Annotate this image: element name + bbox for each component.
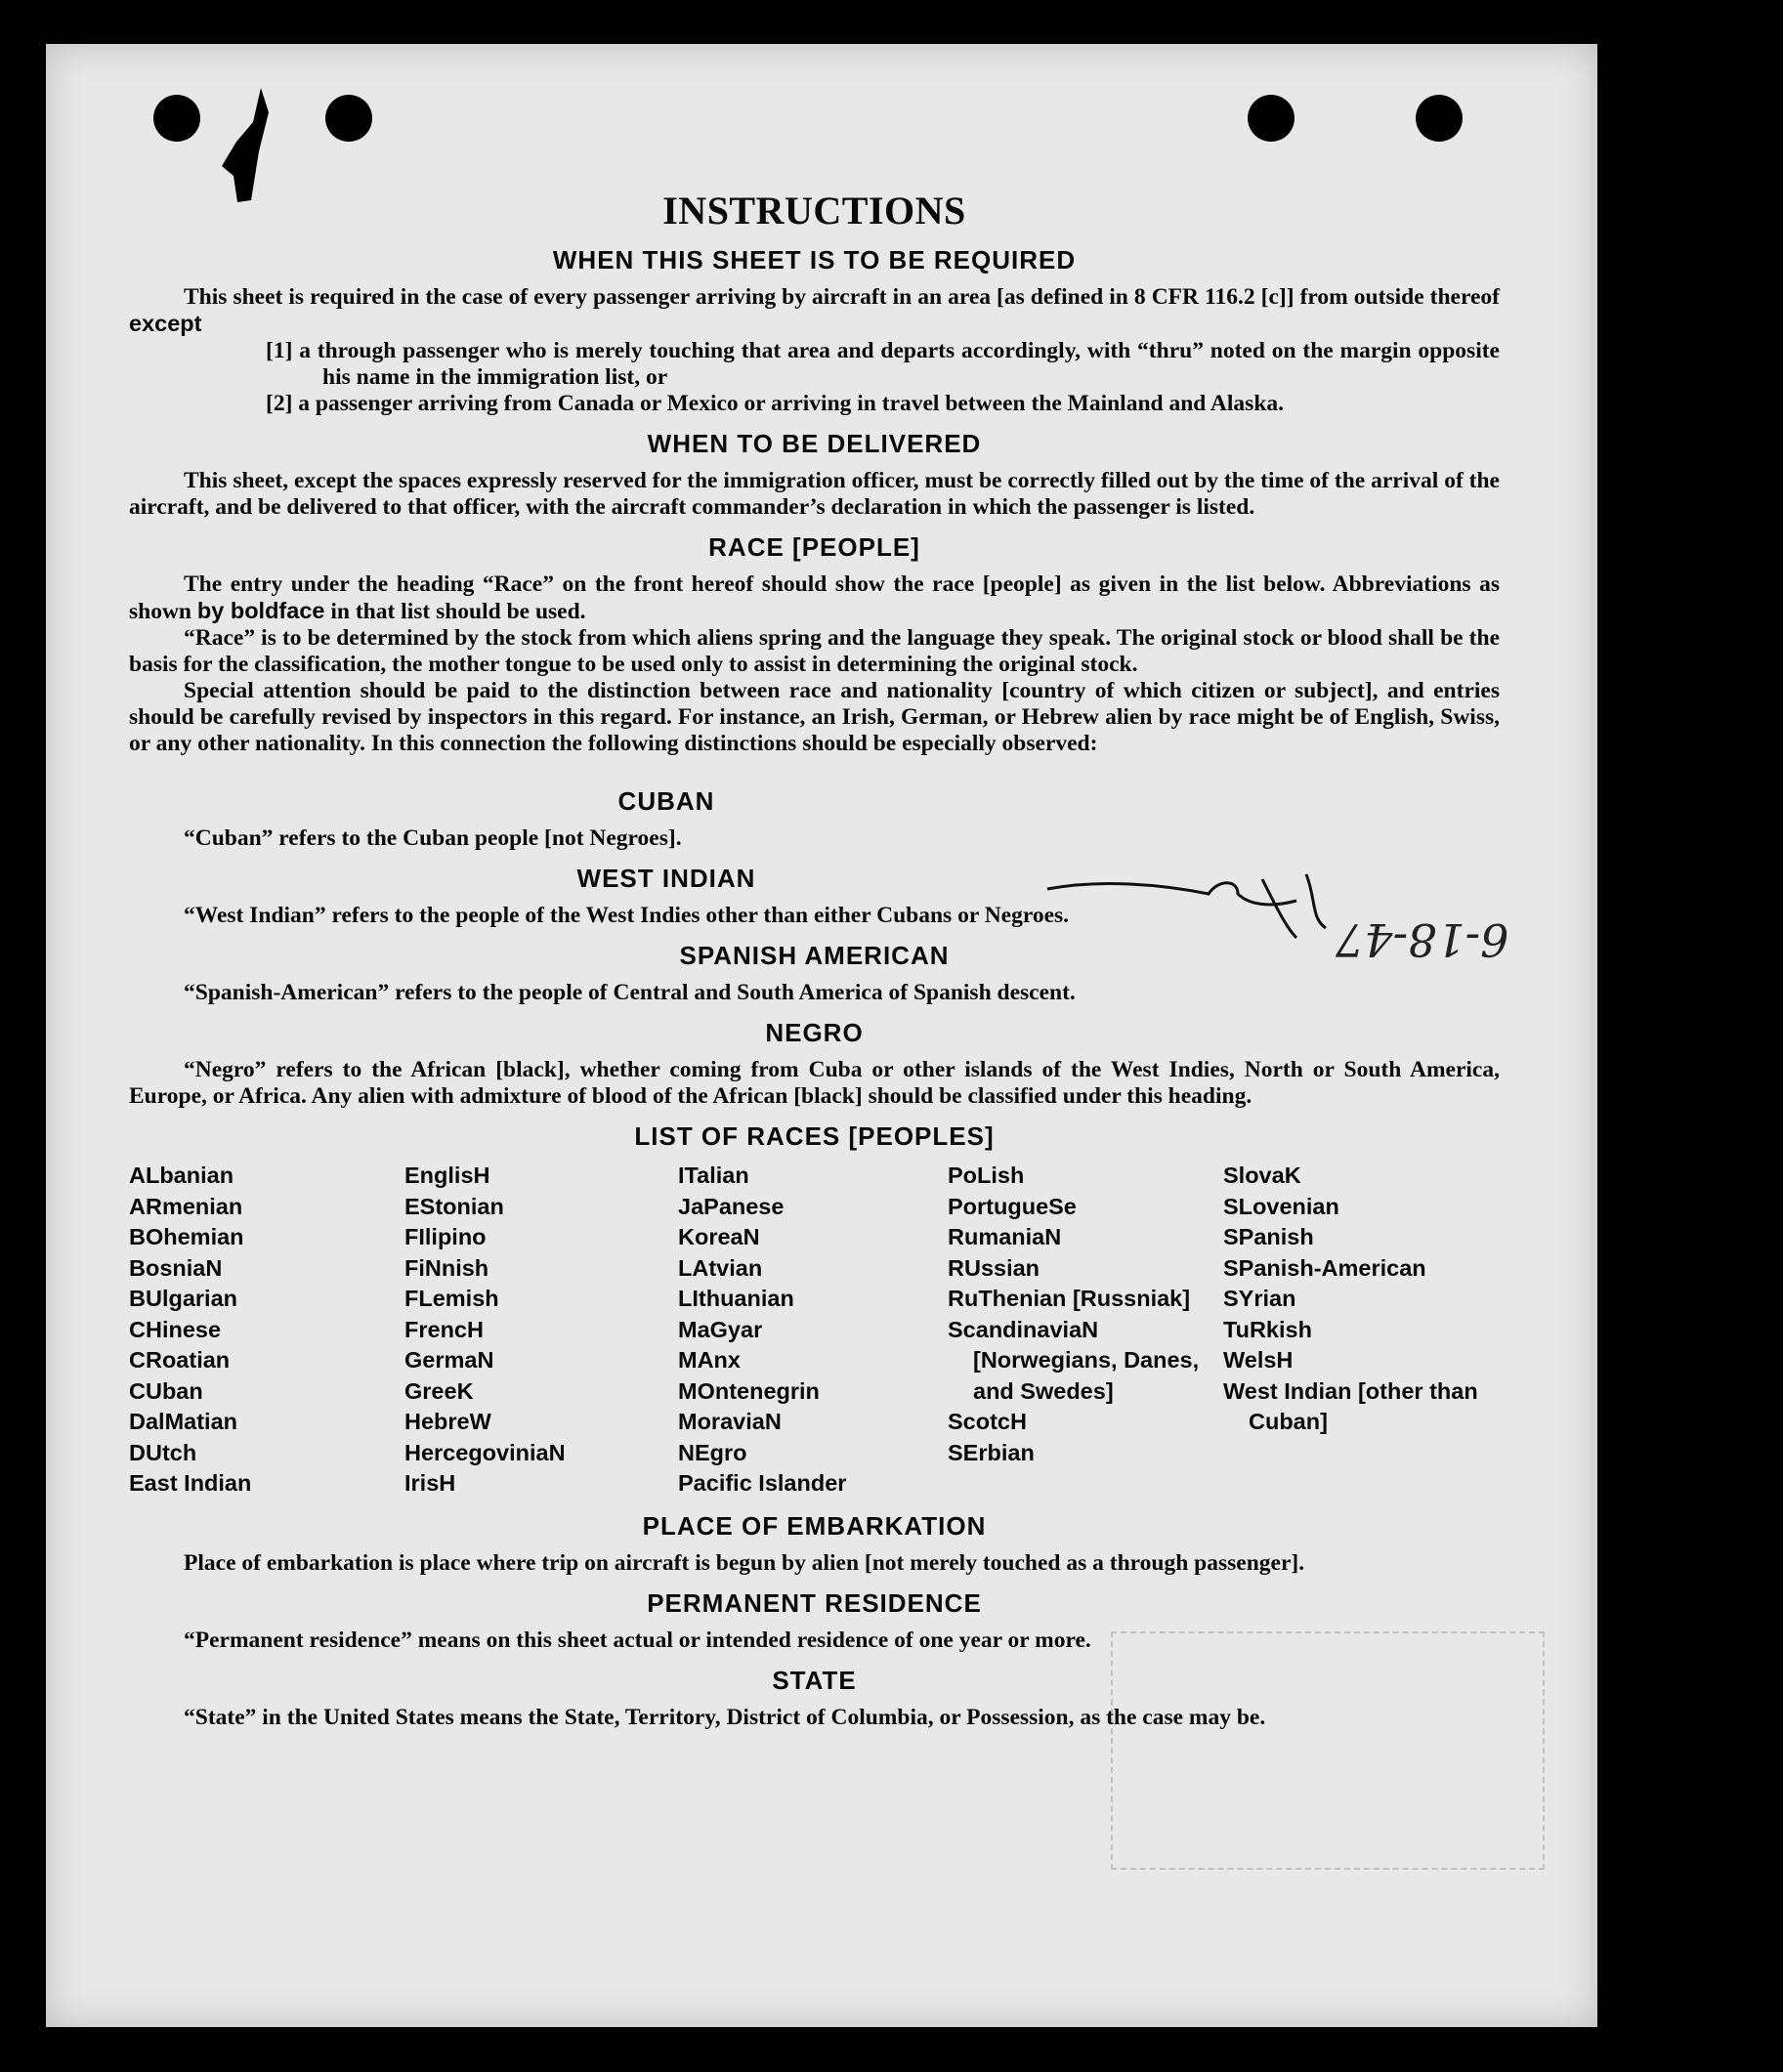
race-entry: CUban — [129, 1377, 203, 1404]
section-heading-residence: PERMANENT RESIDENCE — [647, 1587, 982, 1618]
race-entry: West Indian [other than Cuban] — [1223, 1377, 1478, 1434]
race-entry: ITalian — [678, 1163, 749, 1188]
race-entry: LIthuanian — [678, 1286, 794, 1311]
race-entry: MoraviaN — [678, 1409, 782, 1434]
instructions-content — [129, 142, 1500, 1731]
section-heading-negro: NEGRO — [765, 1018, 864, 1047]
race-entry: ScotcH — [948, 1409, 1027, 1434]
residence-text: “Permanent residence” means on this sheet actual or intended residence of one year or more. — [184, 1627, 1091, 1653]
race-entry: DUtch — [129, 1439, 197, 1465]
race-p1-text: The entry under the heading “Race” on the front hereof should show the race [people] as given in the list below. Abbreviations as shown — [129, 571, 1500, 624]
section-heading-required: WHEN THIS SHEET IS TO BE REQUIRED — [552, 245, 1077, 275]
race-entry: GreeK — [404, 1377, 474, 1404]
race-entry: CRoatian — [129, 1347, 231, 1373]
race-entry: IrisH — [404, 1470, 456, 1496]
race-paragraph-1 — [129, 571, 1500, 625]
section-heading-embarkation: PLACE OF EMBARKATION — [642, 1510, 987, 1541]
race-entry: SPanish — [1223, 1224, 1314, 1249]
race-entry: MaGyar — [678, 1316, 763, 1342]
race-entry: LAtvian — [678, 1254, 763, 1281]
section-heading-spanish-american: SPANISH AMERICAN — [679, 941, 950, 970]
race-entry: FIlipino — [404, 1224, 487, 1249]
races-column-5 — [1223, 1161, 1500, 1500]
punch-hole — [1248, 95, 1295, 142]
race-entry: ARmenian — [129, 1193, 243, 1219]
races-column-1 — [129, 1161, 404, 1500]
race-entry: FLemish — [404, 1286, 499, 1311]
race-entry: TuRkish — [1223, 1316, 1312, 1342]
race-entry: SErbian — [948, 1439, 1035, 1465]
race-entry: KoreaN — [678, 1224, 760, 1249]
punch-hole — [325, 95, 372, 142]
race-entry: PortugueSe — [948, 1193, 1077, 1219]
race-p1-end: in that list should be used. — [330, 599, 586, 624]
negro-text: “Negro” refers to the African [black], whether coming from Cuba or other islands of the West Indies, North or South America, Europe, or Africa. Any alien with admixture of blood of the African [black] should be classified under this heading. — [129, 1057, 1500, 1109]
race-entry: DalMatian — [129, 1409, 237, 1434]
races-list — [129, 1161, 1500, 1500]
race-entry: CHinese — [129, 1316, 222, 1342]
race-entry: BOhemian — [129, 1224, 244, 1249]
race-entry: BosniaN — [129, 1254, 223, 1281]
required-intro-bold: except — [129, 311, 202, 336]
race-entry: GermaN — [404, 1347, 494, 1373]
west-indian-text: “West Indian” refers to the people of the West Indies other than either Cubans or Negroes. — [184, 903, 1070, 928]
races-column-4 — [948, 1161, 1223, 1500]
race-entry: Pacific Islander — [678, 1470, 847, 1496]
section-heading-cuban: CUBAN — [617, 786, 715, 816]
race-entry: FiNnish — [404, 1254, 489, 1281]
race-entry: JaPanese — [678, 1193, 785, 1219]
race-paragraph-2: “Race” is to be determined by the stock from which aliens spring and the language they speak. The original stock or blood shall be the basis for the classification, the mother tongue to be used only to assist in determining the original stock. — [129, 625, 1500, 677]
race-entry: SYrian — [1223, 1286, 1296, 1311]
page-title: INSTRUCTIONS — [662, 189, 966, 233]
document-sheet — [46, 44, 1597, 2027]
race-entry: ScandinaviaN [Norwegians, Danes, and Swedes] — [948, 1316, 1200, 1404]
handwritten-date: 6-18-47 — [1336, 913, 1509, 966]
required-intro — [129, 284, 1500, 338]
required-item-1: [1] a through passenger who is merely touching that area and departs accordingly, with “thru” noted on the margin opposite his name in the immigration list, or — [266, 338, 1500, 390]
punch-hole — [1416, 95, 1463, 142]
race-entry: East Indian — [129, 1470, 252, 1496]
embarkation-text: Place of embarkation is place where trip on aircraft is begun by alien [not merely touched as a through passenger]. — [184, 1549, 1305, 1576]
race-entry: EnglisH — [404, 1163, 490, 1188]
race-entry: NEgro — [678, 1439, 747, 1465]
section-heading-race: RACE [PEOPLE] — [708, 532, 920, 562]
required-intro-text: This sheet is required in the case of every passenger arriving by aircraft in an area [as defined in 8 CFR 116.2 [c]] from outside thereof — [184, 284, 1500, 310]
race-paragraph-3: Special attention should be paid to the distinction between race and nationality [country of which citizen or subject], and entries should be carefully revised by inspectors in this regard. For instance, an Irish, German, or Hebrew alien by race might be of English, Swiss, or any other nationality. In this connection the following distinctions should be especially observed: — [129, 678, 1500, 756]
race-entry: SlovaK — [1223, 1163, 1301, 1188]
race-entry: HebreW — [404, 1409, 491, 1434]
race-entry: WelsH — [1223, 1347, 1294, 1373]
race-entry: RumaniaN — [948, 1224, 1062, 1249]
race-entry: RUssian — [948, 1254, 1040, 1281]
section-heading-west-indian: WEST INDIAN — [576, 864, 756, 893]
punch-hole — [153, 95, 200, 142]
section-heading-state: STATE — [772, 1665, 857, 1695]
section-heading-delivered: WHEN TO BE DELIVERED — [647, 429, 982, 458]
required-item-2: [2] a passenger arriving from Canada or Mexico or arriving in travel between the Mainland and Alaska. — [266, 391, 1285, 416]
race-entry: MOntenegrin — [678, 1377, 820, 1404]
cuban-text: “Cuban” refers to the Cuban people [not Negroes]. — [184, 825, 682, 851]
race-entry: SPanish-American — [1223, 1254, 1426, 1281]
delivered-text: This sheet, except the spaces expressly reserved for the immigration officer, must be correctly filled out by the time of the arrival of the aircraft, and be delivered to that officer, with the aircraft commander’s declaration in which the passenger is listed. — [129, 468, 1500, 520]
spanish-american-text: “Spanish-American” refers to the people of Central and South America of Spanish descent. — [184, 980, 1076, 1005]
section-heading-list: LIST OF RACES [PEOPLES] — [634, 1121, 995, 1151]
race-entry: EStonian — [404, 1193, 504, 1219]
race-entry: FrencH — [404, 1316, 484, 1342]
race-entry: MAnx — [678, 1347, 741, 1373]
race-entry: ALbanian — [129, 1163, 234, 1188]
state-text: “State” in the United States means the State, Territory, District of Columbia, or Possession, as the case may be. — [184, 1704, 1266, 1730]
races-column-2 — [404, 1161, 678, 1500]
race-entry: HercegoviniaN — [404, 1439, 566, 1465]
races-column-3 — [678, 1161, 948, 1500]
race-entry: PoLish — [948, 1163, 1025, 1188]
race-p1-bold: by boldface — [196, 598, 325, 623]
race-entry: SLovenian — [1223, 1193, 1339, 1219]
race-entry: RuThenian [Russniak] — [948, 1286, 1191, 1311]
race-entry: BUlgarian — [129, 1286, 237, 1311]
